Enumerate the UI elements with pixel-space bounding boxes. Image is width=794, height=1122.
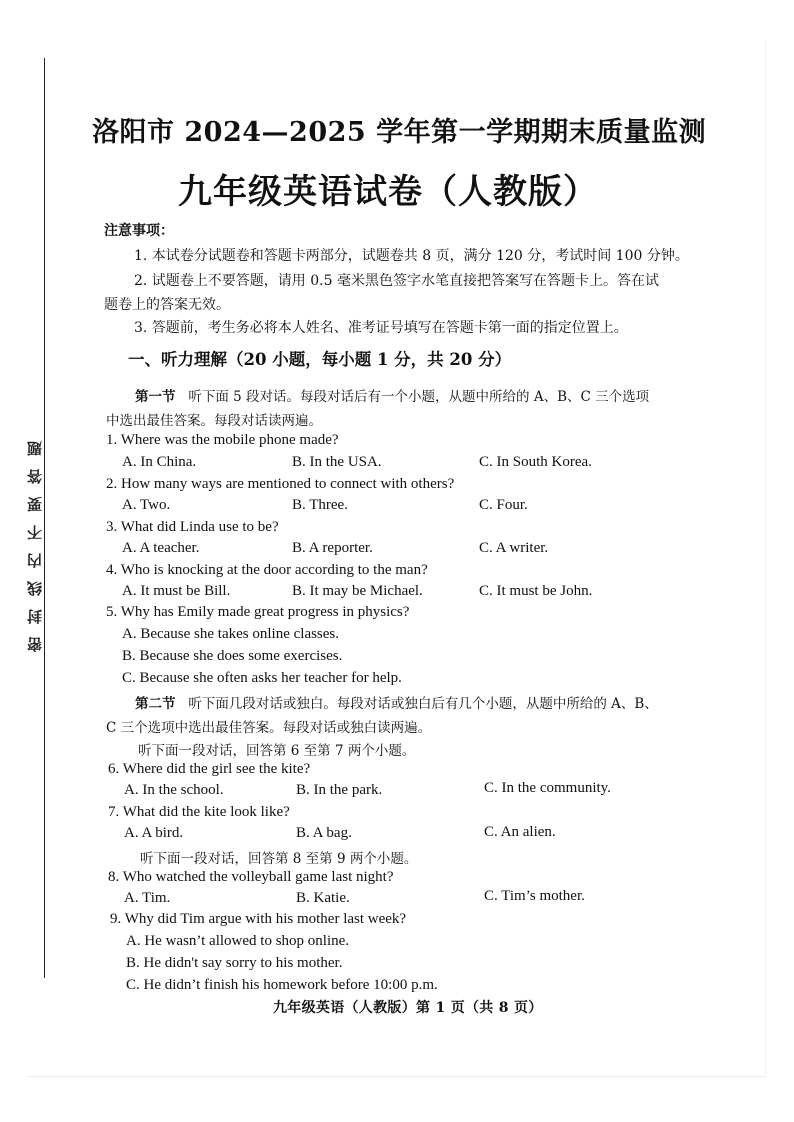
question-3-stem: 3. What did Linda use to be? <box>106 519 279 535</box>
question-4-option-b: B. It may be Michael. <box>292 583 423 599</box>
question-7-stem: 7. What did the kite look like? <box>108 804 290 820</box>
part2-instr-a: 听下面几段对话或独白。每段对话或独白后有几个小题，从题中所给的 A、B、 <box>188 696 658 712</box>
section-heading: 一、听力理解（20 小题，每小题 1 分，共 20 分） <box>128 350 512 369</box>
question-6-option-b: B. In the park. <box>296 782 383 798</box>
notes-heading: 注意事项： <box>104 223 174 239</box>
question-8-option-a: A. Tim. <box>124 890 171 906</box>
question-6-option-c: C. In the community. <box>484 780 611 796</box>
question-3-option-a: A. A teacher. <box>122 540 200 556</box>
binding-note: 密封线内不要答题 <box>26 428 44 652</box>
part2-instr-b: C 三个选项中选出最佳答案。每段对话或独白读两遍。 <box>106 720 432 736</box>
page-edge-right <box>765 40 766 1075</box>
question-5-option-b: B. Because she does some exercises. <box>122 648 343 664</box>
question-6-stem: 6. Where did the girl see the kite? <box>108 761 311 777</box>
exam-subtitle: 九年级英语试卷（人教版） <box>178 172 598 212</box>
question-8-option-b: B. Katie. <box>296 890 350 906</box>
question-7-option-a: A. A bird. <box>124 825 184 841</box>
exam-title: 洛阳市 2024—2025 学年第一学期期末质量监测 <box>92 117 707 148</box>
question-8-option-c: C. Tim’s mother. <box>484 888 585 904</box>
question-7-option-b: B. A bag. <box>296 825 352 841</box>
question-5-stem: 5. Why has Emily made great progress in physics? <box>106 604 410 620</box>
page-footer: 九年级英语（人教版）第 1 页（共 8 页） <box>273 1000 543 1016</box>
question-2-option-a: A. Two. <box>122 497 171 513</box>
question-1-option-b: B. In the USA. <box>292 454 382 470</box>
question-9-stem: 9. Why did Tim argue with his mother last week? <box>110 911 407 927</box>
question-2-stem: 2. How many ways are mentioned to connect with others? <box>106 476 455 492</box>
note-item-2b: 题卷上的答案无效。 <box>104 297 230 313</box>
prompt-8-9: 听下面一段对话，回答第 8 至第 9 两个小题。 <box>140 851 418 867</box>
question-1-option-c: C. In South Korea. <box>479 454 592 470</box>
part2-instruction <box>135 692 658 712</box>
prompt-6-7: 听下面一段对话，回答第 6 至第 7 两个小题。 <box>138 743 416 759</box>
note-item-1: 1. 本试卷分试题卷和答题卡两部分，试题卷共 8 页，满分 120 分，考试时间 100 分钟。 <box>134 248 689 264</box>
part1-instruction <box>135 385 649 405</box>
page-edge-bottom <box>26 1076 766 1077</box>
part1-instr-a: 听下面 5 段对话。每段对话后有一个小题，从题中所给的 A、B、C 三个选项 <box>188 389 650 405</box>
question-1-option-a: A. In China. <box>122 454 197 470</box>
question-4-stem: 4. Who is knocking at the door according to the man? <box>106 562 428 578</box>
note-item-3: 3. 答题前，考生务必将本人姓名、准考证号填写在答题卡第一面的指定位置上。 <box>134 320 628 336</box>
question-4-option-a: A. It must be Bill. <box>122 583 231 599</box>
question-6-option-a: A. In the school. <box>124 782 224 798</box>
question-2-option-c: C. Four. <box>479 497 528 513</box>
question-3-option-b: B. A reporter. <box>292 540 373 556</box>
question-3-option-c: C. A writer. <box>479 540 549 556</box>
question-9-option-c: C. He didn’t finish his homework before 10:00 p.m. <box>126 977 438 993</box>
question-5-option-a: A. Because she takes online classes. <box>122 626 340 642</box>
question-7-option-c: C. An alien. <box>484 824 556 840</box>
question-9-option-a: A. He wasn’t allowed to shop online. <box>126 933 350 949</box>
note-item-2a: 2. 试题卷上不要答题，请用 0.5 毫米黑色签字水笔直接把答案写在答题卡上。答在试 <box>134 273 659 289</box>
question-4-option-c: C. It must be John. <box>479 583 593 599</box>
question-1-stem: 1. Where was the mobile phone made? <box>106 432 339 448</box>
question-5-option-c: C. Because she often asks her teacher for help. <box>122 670 402 686</box>
part2-label: 第二节 <box>135 696 176 712</box>
question-8-stem: 8. Who watched the volleyball game last night? <box>108 869 394 885</box>
question-9-option-b: B. He didn't say sorry to his mother. <box>126 955 343 971</box>
part1-label: 第一节 <box>135 389 176 405</box>
question-2-option-b: B. Three. <box>292 497 348 513</box>
part1-instr-b: 中选出最佳答案。每段对话读两遍。 <box>106 413 322 429</box>
